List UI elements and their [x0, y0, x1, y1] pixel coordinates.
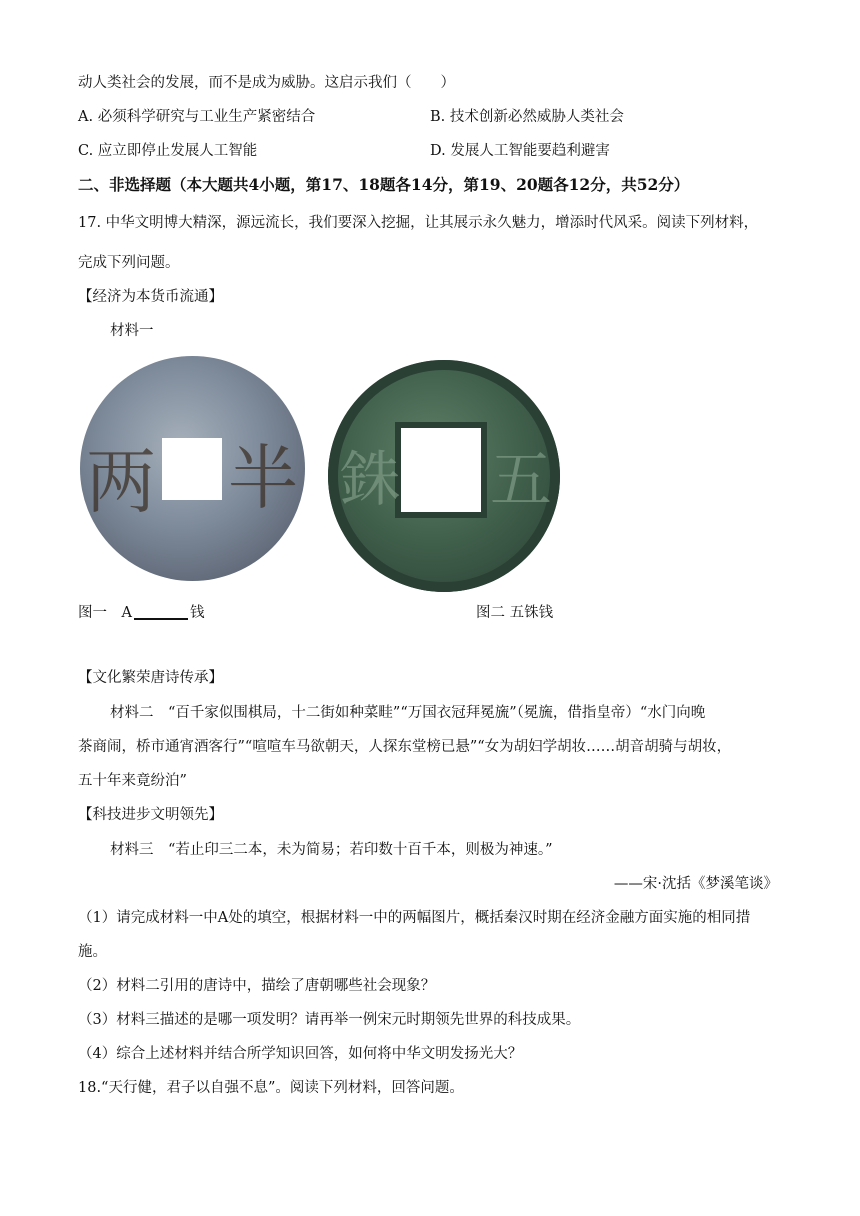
figure-2-caption: 图二 五铢钱	[476, 605, 554, 621]
option-a: A. 必须科学研究与工业生产紧密结合	[78, 109, 316, 125]
banliang-coin-image	[80, 356, 305, 581]
answer-blank[interactable]	[134, 604, 188, 620]
figure-1-caption-suffix: 钱	[189, 605, 205, 621]
coin-2-left-glyph: 銖	[340, 445, 400, 515]
material-2-line2: 茶商闹，桥市通宵酒客行”“喧喧车马欲朝天，人探东堂榜已悬”“女为胡妇学胡妆……胡音胡骑与胡妆，	[78, 739, 732, 755]
material-2-line3: 五十年来竟纷泊”	[78, 773, 187, 789]
option-d: D. 发展人工智能要趋利避害	[430, 143, 610, 159]
material-2-line1: 材料二 “百千家似围棋局，十二街如种菜畦”“万国衣冠拜冕旒”（冕旒，借指皇帝）“水门向晚	[110, 705, 706, 721]
sub-question-1-line1: （1）请完成材料一中A处的填空，根据材料一中的两幅图片，概括秦汉时期在经济金融方面实施的相同措	[78, 910, 751, 926]
coin-2-right-glyph: 五	[490, 443, 553, 516]
wuzhu-coin-image	[328, 360, 560, 592]
material-3-source: ——宋·沈括《梦溪笔谈》	[613, 876, 778, 892]
material-3-text: 材料三 “若止印三二本，未为简易；若印数十百千本，则极为神速。”	[110, 842, 553, 858]
sub-question-3: （3）材料三描述的是哪一项发明？请再举一例宋元时期领先世界的科技成果。	[78, 1012, 581, 1028]
material-1-label: 材料一	[110, 323, 154, 339]
option-c: C. 应立即停止发展人工智能	[78, 143, 258, 159]
question-18-stem: 18.“天行健，君子以自强不息”。阅读下列材料，回答问题。	[78, 1080, 464, 1096]
figure-1-caption	[78, 603, 204, 623]
sub-question-1-line2: 施。	[78, 944, 107, 960]
question-17-stem-line1: 17. 中华文明博大精深，源远流长，我们要深入挖掘，让其展示永久魅力，增添时代风采。阅读下列材料，	[78, 215, 759, 231]
sub-question-2: （2）材料二引用的唐诗中，描绘了唐朝哪些社会现象？	[78, 978, 436, 994]
option-b: B. 技术创新必然威胁人类社会	[430, 109, 624, 125]
question-17-stem-line2: 完成下列问题。	[78, 255, 180, 271]
heading-technology: 【科技进步文明领先】	[78, 807, 223, 823]
coin-1-left-glyph: 两	[86, 441, 156, 523]
coin-1-right-glyph: 半	[228, 437, 298, 519]
heading-economy: 【经济为本货币流通】	[78, 289, 223, 305]
question-16-tail: 动人类社会的发展，而不是成为威胁。这启示我们（ ）	[78, 75, 455, 91]
section-2-title: 二、非选择题（本大题共4小题，第17、18题各14分，第19、20题各12分，共52分）	[78, 175, 690, 194]
heading-culture: 【文化繁荣唐诗传承】	[78, 670, 223, 686]
sub-question-4: （4）综合上述材料并结合所学知识回答，如何将中华文明发扬光大？	[78, 1046, 523, 1062]
figure-1-caption-prefix: 图一 A	[78, 605, 132, 621]
